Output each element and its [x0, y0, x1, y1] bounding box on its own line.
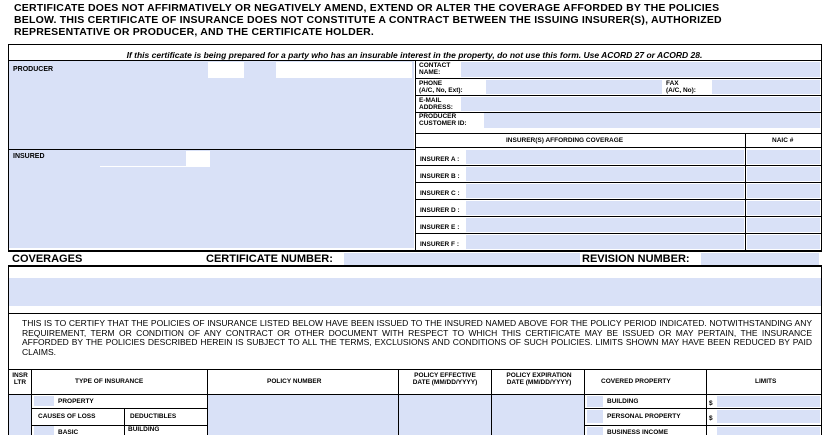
contact-name-label: CONTACT NAME:: [419, 62, 451, 76]
revision-number-label: REVISION NUMBER:: [582, 253, 690, 265]
insr-ltr-field[interactable]: [9, 395, 31, 435]
covered-line-1: [585, 408, 706, 409]
producer-id-field[interactable]: [484, 113, 820, 128]
property-line: [32, 408, 207, 409]
insurer-b-naic[interactable]: [747, 167, 820, 181]
insurer-a-label: INSURER A :: [420, 156, 460, 163]
insr-ltr-header: INSR LTR: [12, 372, 28, 386]
policy-number-field[interactable]: [208, 395, 398, 435]
disclaimer-line-3: REPRESENTATIVE OR PRODUCER, AND THE CERTIFICATE HOLDER.: [14, 26, 375, 38]
limit-line-1: [707, 408, 821, 409]
property-notice: If this certificate is being prepared for a party who has an insurable interest in the property, do not use this form. Use ACORD 27 or ACORD 28.: [126, 50, 703, 60]
building-deductible-label: BUILDING: [128, 426, 160, 433]
fax-label: FAX (A/C, No):: [666, 80, 696, 94]
policy-effective-field[interactable]: [399, 395, 491, 435]
limits-header: LIMITS: [755, 378, 777, 385]
insured-field[interactable]: [9, 150, 414, 248]
disclaimer: [14, 2, 819, 38]
limit-field-2[interactable]: [717, 410, 820, 423]
producer-id-label: PRODUCER CUSTOMER ID:: [419, 113, 467, 127]
covered-line-2: [585, 425, 706, 426]
covered-property-header: COVERED PROPERTY: [601, 378, 671, 385]
certificate-number-field[interactable]: [344, 253, 580, 265]
limit-field-3[interactable]: [717, 427, 820, 435]
type-of-insurance-header: TYPE OF INSURANCE: [75, 378, 144, 385]
contact-line-2: [416, 95, 821, 96]
basic-label: BASIC: [58, 429, 79, 435]
frame-right-line: [821, 44, 822, 435]
certificate-number-label: CERTIFICATE NUMBER:: [206, 253, 333, 265]
limit-line-2: [707, 425, 821, 426]
causes-of-loss-label: CAUSES OF LOSS: [38, 413, 96, 420]
coverages-label: COVERAGES: [12, 253, 83, 265]
policy-number-header: POLICY NUMBER: [267, 378, 322, 385]
producer-spacer: [208, 62, 244, 78]
contact-name-field[interactable]: [461, 62, 820, 77]
deductibles-label: DEDUCTIBLES: [130, 413, 177, 420]
covered-check-2[interactable]: [587, 410, 603, 423]
property-label: PROPERTY: [58, 398, 94, 405]
property-checkbox[interactable]: [34, 396, 54, 406]
insured-label: INSURED: [13, 153, 45, 160]
causes-line: [32, 425, 207, 426]
insurer-row-e[interactable]: [416, 217, 821, 233]
covered-property-list: [585, 395, 706, 435]
insurer-c-naic[interactable]: [747, 184, 820, 198]
producer-label: PRODUCER: [13, 66, 54, 73]
email-field[interactable]: [461, 97, 820, 111]
insurer-f-field[interactable]: [466, 235, 744, 249]
insurer-c-label: INSURER C :: [420, 190, 460, 197]
insured-spacer-2: [186, 151, 210, 167]
property-row: [32, 395, 207, 435]
email-label: E-MAIL ADDRESS:: [419, 97, 453, 111]
insurer-d-field[interactable]: [466, 201, 744, 215]
insurer-e-field[interactable]: [466, 218, 744, 232]
deductibles-divider: [124, 408, 125, 435]
limit-currency-1: $: [709, 400, 713, 407]
covered-building-label: BUILDING: [607, 398, 639, 405]
fax-field[interactable]: [712, 80, 820, 94]
insurer-row-c[interactable]: [416, 183, 821, 199]
insurer-b-field[interactable]: [466, 167, 744, 181]
location-section: [9, 268, 821, 308]
insurer-d-naic[interactable]: [747, 201, 820, 215]
policy-effective-header: POLICY EFFECTIVE DATE (MM/DD/YYYY): [412, 372, 478, 386]
insured-spacer: [100, 151, 186, 167]
limit-field-1[interactable]: [717, 396, 820, 407]
insurer-row-b[interactable]: [416, 166, 821, 182]
insurer-f-naic[interactable]: [747, 235, 820, 249]
insurer-b-label: INSURER B :: [420, 173, 460, 180]
disclaimer-line-2: BELOW. THIS CERTIFICATE OF INSURANCE DOES NOT CONSTITUTE A CONTRACT BETWEEN THE ISSUING INSURER(S), AUTHORIZED: [14, 14, 722, 26]
insurer-row-a[interactable]: [416, 148, 821, 165]
insurers-header: INSURER(S) AFFORDING COVERAGE: [506, 137, 624, 144]
policy-expiration-field[interactable]: [492, 395, 584, 435]
covered-personal-property-label: PERSONAL PROPERTY: [607, 413, 681, 420]
disclaimer-line-1: CERTIFICATE DOES NOT AFFIRMATIVELY OR NEGATIVELY AMEND, EXTEND OR ALTER THE COVERAGE AFFORDED BY THE POLICIES: [14, 2, 720, 14]
contact-line-1: [416, 78, 821, 79]
insurer-a-naic[interactable]: [747, 150, 820, 164]
basic-checkbox[interactable]: [34, 426, 54, 435]
contact-block: [416, 61, 821, 133]
producer-spacer-2: [276, 62, 412, 78]
insurer-f-label: INSURER F :: [420, 241, 459, 248]
covered-check-3[interactable]: [587, 427, 603, 435]
certify-text: THIS IS TO CERTIFY THAT THE POLICIES OF INSURANCE LISTED BELOW HAVE BEEN ISSUED TO THE INSURED NAMED ABOVE FOR THE POLICY PERIOD INDICATED. NOTWITHSTANDING ANY REQUIREMENT, TERM OR CONDITION OF ANY CONTRACT OR OTHER DOCUMENT WITH RESPECT TO WHICH THIS CERTIFICATE MAY BE ISSUED OR MAY PERTAIN, THE INSURANCE AFFORDED BY THE POLICIES DESCRIBED HEREIN IS SUBJECT TO ALL THE TERMS, EXCLUSIONS AND CONDITIONS OF SUCH POLICIES. LIMITS SHOWN MAY HAVE BEEN REDUCED BY PAID CLAIMS.: [22, 318, 812, 357]
coverage-table-header: [9, 370, 821, 394]
covered-check-1[interactable]: [587, 396, 603, 407]
insurer-row-f[interactable]: [416, 234, 821, 250]
producer-spacer-3: [100, 62, 170, 78]
location-field[interactable]: [9, 278, 821, 306]
limit-currency-2: $: [709, 415, 713, 422]
insurer-a-field[interactable]: [466, 150, 744, 164]
insurer-rows: [416, 148, 821, 250]
policy-expiration-header: POLICY EXPIRATION DATE (MM/DD/YYYY): [506, 372, 572, 386]
phone-field[interactable]: [486, 80, 662, 94]
phone-label: PHONE (A/C, No, Ext):: [419, 80, 463, 94]
coverages-bar: [8, 250, 822, 267]
insurer-row-d[interactable]: [416, 200, 821, 216]
insurer-d-label: INSURER D :: [420, 207, 460, 214]
covered-business-income-label: BUSINESS INCOME: [607, 429, 669, 435]
location-bottom-line: [8, 313, 821, 314]
insurer-e-naic[interactable]: [747, 218, 820, 232]
naic-header: NAIC #: [772, 137, 794, 144]
revision-number-field[interactable]: [701, 253, 819, 265]
insurers-header-row: [416, 134, 821, 147]
property-notice-bar: [8, 45, 821, 59]
insurer-c-field[interactable]: [466, 184, 744, 198]
insurer-e-label: INSURER E :: [420, 224, 460, 231]
limits-list: [707, 395, 821, 435]
